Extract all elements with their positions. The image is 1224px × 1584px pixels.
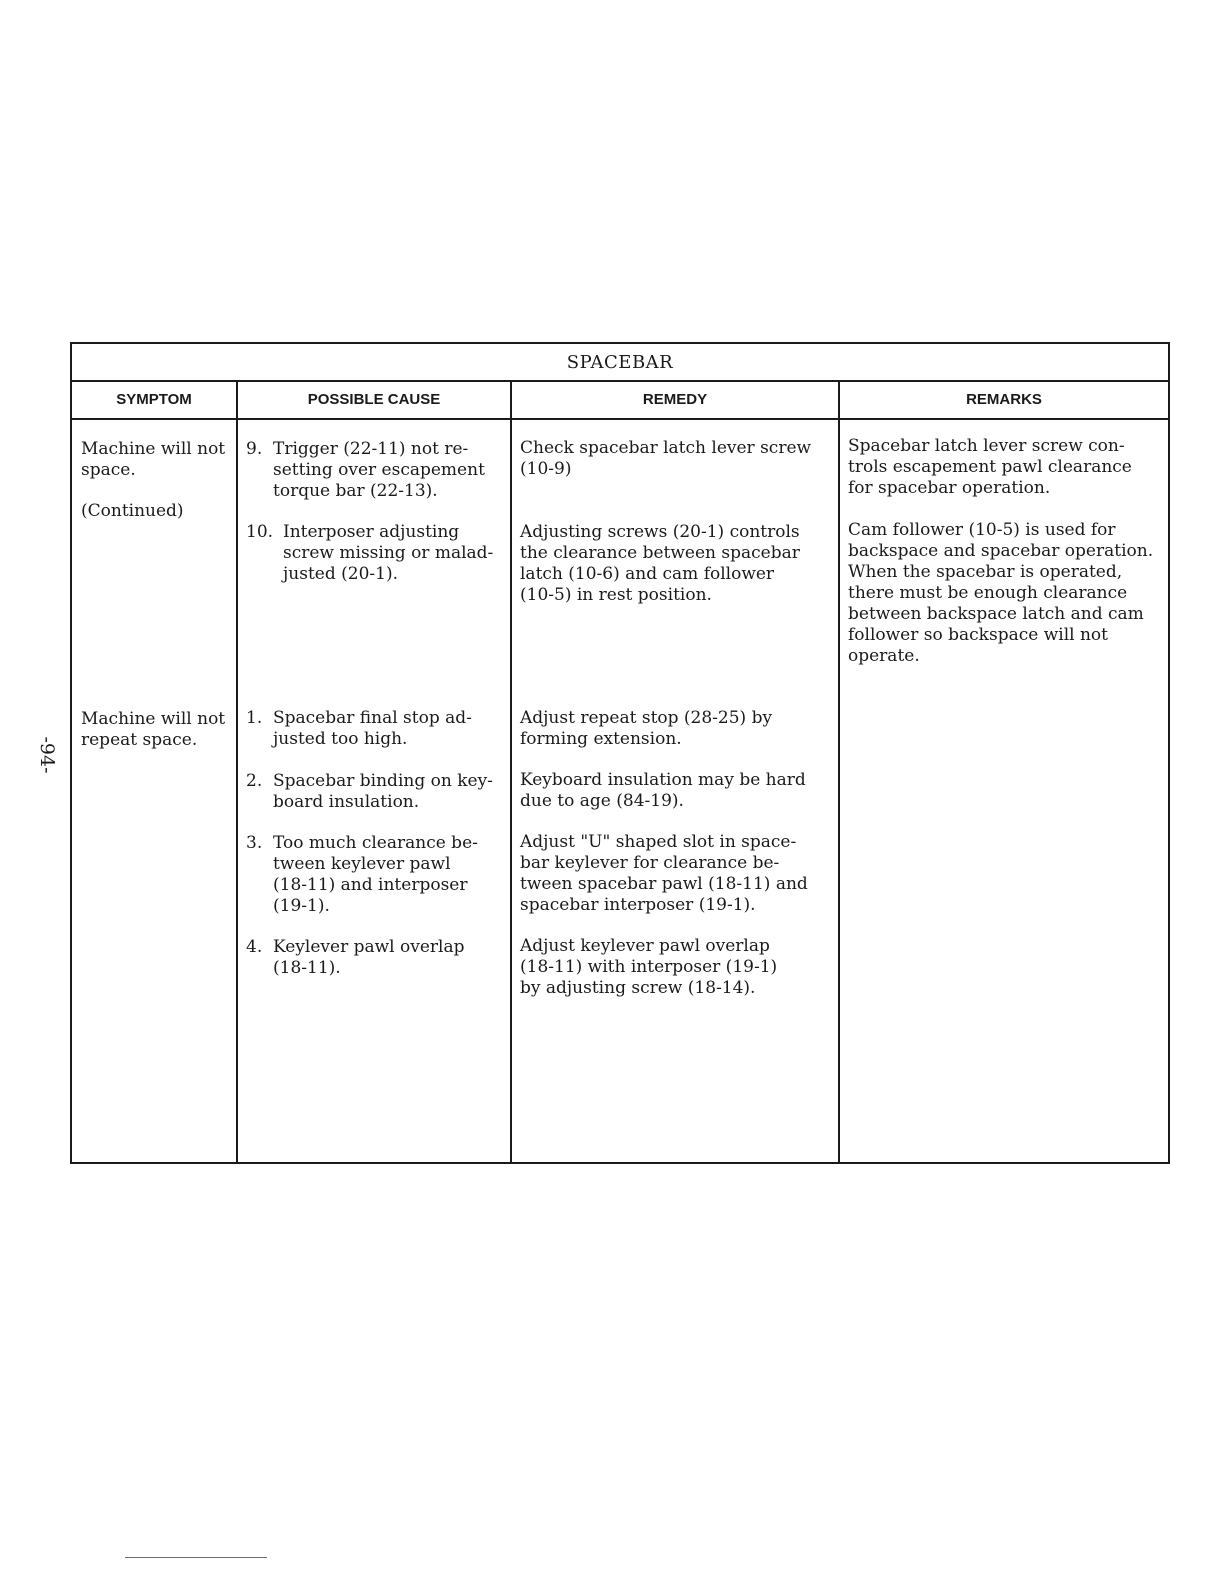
cause-text: Trigger (22-11) not re- setting over escapement torque bar (22-13). <box>273 439 485 501</box>
remedy-text: Keyboard insulation may be hard due to age (84-19). <box>520 770 806 811</box>
cause-number: 2. <box>246 771 263 791</box>
cause-item <box>246 771 508 815</box>
remedy-text: Adjust keylever pawl overlap (18-11) with interposer (19-1) by adjusting screw (18-14). <box>520 936 778 998</box>
cause-text: Too much clearance be- tween keylever pawl (18-11) and interposer (19-1). <box>273 833 478 916</box>
cause-number: 3. <box>246 833 263 853</box>
cause-item <box>246 937 508 981</box>
column-divider <box>236 380 238 1162</box>
cause-text: Spacebar final stop ad- justed too high. <box>273 708 472 749</box>
cause-text: Interposer adjusting screw missing or malad- justed (20-1). <box>283 522 494 584</box>
cause-number: 10. <box>246 522 274 542</box>
remedy-text: Adjusting screws (20-1) controls the clearance between spacebar latch (10-6) and cam follower (10-5) in rest position. <box>520 522 800 605</box>
remarks-text: Cam follower (10-5) is used for backspace and spacebar operation. When the spacebar is operated, there must be enough clearance between backspace latch and cam follower so backspace will not operate. <box>848 520 1154 666</box>
footer-rule <box>125 1557 267 1558</box>
cause-item <box>246 833 508 919</box>
remedy-text: Adjust "U" shaped slot in space- bar keylever for clearance be- tween spacebar pawl (18-11) and spacebar interposer (19-1). <box>520 832 808 915</box>
cause-item <box>246 439 508 505</box>
page-number: -94- <box>36 736 58 774</box>
cause-item <box>246 522 508 588</box>
column-divider <box>838 380 840 1162</box>
header-possible-cause: POSSIBLE CAUSE <box>307 391 441 408</box>
symptom-machine-will-not-space: Machine will not space. <box>81 439 226 480</box>
cause-number: 4. <box>246 937 263 957</box>
symptom-machine-will-not-repeat-space: Machine will not repeat space. <box>81 709 226 750</box>
header-symptom: SYMPTOM <box>116 391 192 408</box>
table-title: SPACEBAR <box>72 344 1168 382</box>
troubleshooting-table <box>70 342 1170 1164</box>
cause-number: 1. <box>246 708 263 728</box>
continued-note: (Continued) <box>81 501 184 521</box>
cause-number: 9. <box>246 439 263 459</box>
header-remarks: REMARKS <box>966 391 1042 408</box>
remarks-text: Spacebar latch lever screw con- trols escapement pawl clearance for spacebar operation. <box>848 436 1132 498</box>
column-divider <box>510 380 512 1162</box>
remedy-text: Check spacebar latch lever screw (10-9) <box>520 438 812 479</box>
cause-text: Keylever pawl overlap (18-11). <box>273 937 465 978</box>
header-remedy: REMEDY <box>642 391 708 408</box>
cause-text: Spacebar binding on key- board insulation. <box>273 771 493 812</box>
cause-item <box>246 708 508 752</box>
remedy-text: Adjust repeat stop (28-25) by forming extension. <box>520 708 773 749</box>
